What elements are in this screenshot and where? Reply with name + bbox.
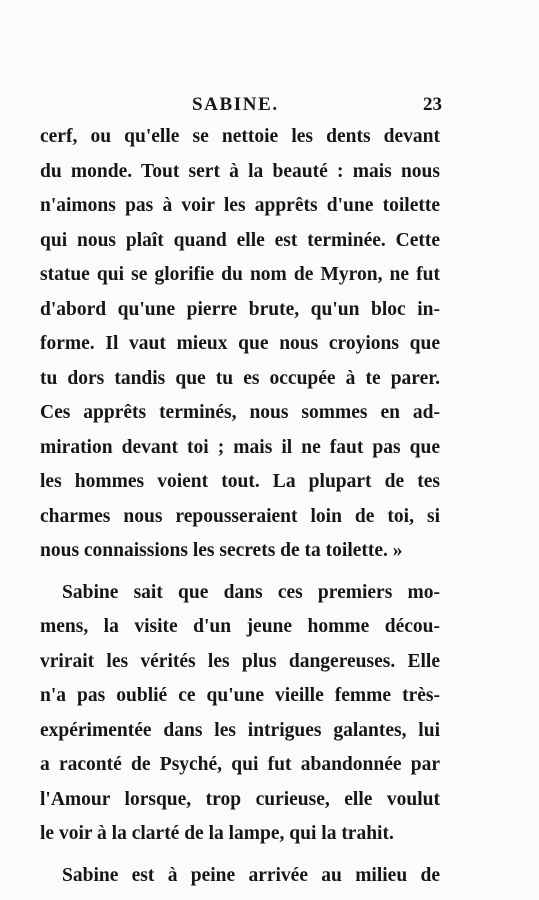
running-header [40,92,440,118]
text-line: charmes nous repousseraient loin de toi, si [40,505,440,527]
text-line: Ces apprêts terminés, nous sommes en ad- [40,402,440,423]
text-line: d'abord qu'une pierre brute, qu'un bloc in- [40,298,440,320]
text-line: miration devant toi ; mais il ne faut pas que [40,436,440,458]
text-line: mens, la visite d'un jeune homme décou- [40,616,440,637]
text-line: vrirait les vérités les plus dangereuses. Elle [40,650,440,672]
text-line: a raconté de Psyché, qui fut abandonnée par [40,754,440,775]
paragraph-1 [40,120,440,569]
text-line: forme. Il vaut mieux que nous croyions que [40,333,440,354]
text-line: n'a pas oublié ce qu'une vieille femme très- [40,685,440,706]
text-line: statue qui se glorifie du nom de Myron, ne fut [40,264,440,285]
text-line: les hommes voient tout. La plupart de tes [40,471,440,492]
text-line: l'Amour lorsque, trop curieuse, elle voulut [40,788,440,810]
text-line: tu dors tandis que tu es occupée à te parer. [40,367,440,389]
text-line: nous connaissions les secrets de ta toilette. » [40,540,403,561]
paragraph-2 [40,576,440,852]
body-text [40,120,440,893]
text-line: cerf, ou qu'elle se nettoie les dents devant [40,126,440,147]
text-line: n'aimons pas à voir les apprêts d'une toilette [40,195,440,216]
text-line: du monde. Tout sert à la beauté : mais nous [40,160,440,182]
text-line: Sabine est à peine arrivée au milieu de [62,864,440,886]
text-line: le voir à la clarté de la lampe, qui la trahit. [40,823,394,844]
page-number: 23 [423,94,442,115]
text-line: Sabine sait que dans ces premiers mo- [62,581,440,603]
paragraph-3 [40,859,440,894]
text-line: qui nous plaît quand elle est terminée. Cette [40,229,440,251]
running-title: SABINE. [192,94,279,115]
text-line: expérimentée dans les intrigues galantes, lui [40,719,440,741]
